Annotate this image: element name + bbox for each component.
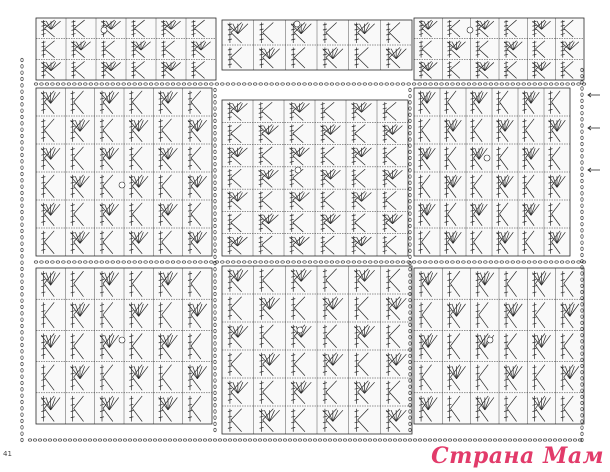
motif-block-g: [36, 268, 212, 424]
motif-block-d: [36, 88, 212, 256]
page-number: 41: [3, 450, 12, 458]
bottom-chain-edge: [28, 439, 582, 441]
motif-block-i: [414, 268, 584, 424]
middle-chain-edge: [34, 261, 586, 263]
direction-arrows: [588, 93, 600, 172]
inner-chain-edge-left: [214, 88, 216, 432]
watermark-logo: Страна Мам: [431, 443, 604, 469]
motif-block-a: [36, 18, 216, 80]
left-chain-edge: [21, 58, 23, 442]
upper-chain-edge: [34, 83, 586, 85]
motif-block-f: [414, 88, 570, 256]
chart-grid: [36, 18, 584, 434]
motif-block-b: [222, 20, 412, 70]
motif-block-c: [414, 18, 584, 80]
motif-block-e: [222, 100, 408, 256]
motif-block-h: [222, 266, 412, 434]
